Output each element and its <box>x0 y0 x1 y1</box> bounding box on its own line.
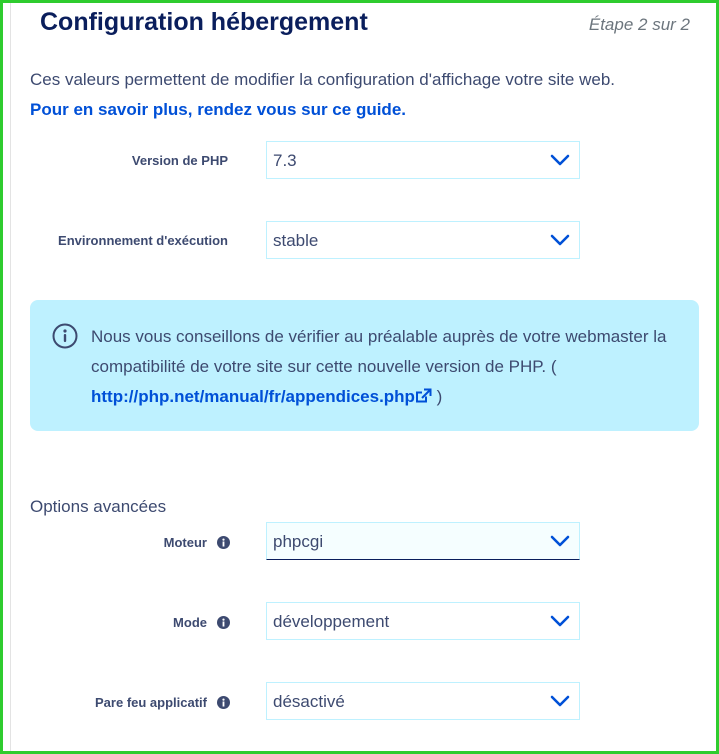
page-title: Configuration hébergement <box>40 8 368 36</box>
advanced-options-title: Options avancées <box>30 497 167 516</box>
php-manual-link-text: http://php.net/manual/fr/appendices.php <box>91 387 415 406</box>
php-version-label: Version de PHP <box>131 153 228 168</box>
firewall-label-text: Pare feu applicatif <box>95 695 207 710</box>
guide-link[interactable]: Pour en savoir plus, rendez vous sur ce guide. <box>30 100 406 119</box>
description-text: Ces valeurs permettent de modifier la configuration d'affichage votre site web. <box>30 70 616 89</box>
engine-label-text: Moteur <box>163 535 207 550</box>
step-indicator: Étape 2 sur 2 <box>588 15 690 34</box>
runtime-label: Environnement d'exécution <box>58 233 228 248</box>
runtime-value: stable <box>273 231 319 250</box>
mode-label-text: Mode <box>173 615 207 630</box>
mode-value: développement <box>273 612 390 631</box>
firewall-value: désactivé <box>273 692 345 711</box>
info-text-after: ) <box>431 387 443 406</box>
php-version-value: 7.3 <box>273 151 297 170</box>
engine-value: phpcgi <box>273 532 324 551</box>
info-text-before: Nous vous conseillons de vérifier au préalable auprès de votre webmaster la compatibilité de votre site sur cette nouvelle version de PHP. ( <box>91 327 667 376</box>
